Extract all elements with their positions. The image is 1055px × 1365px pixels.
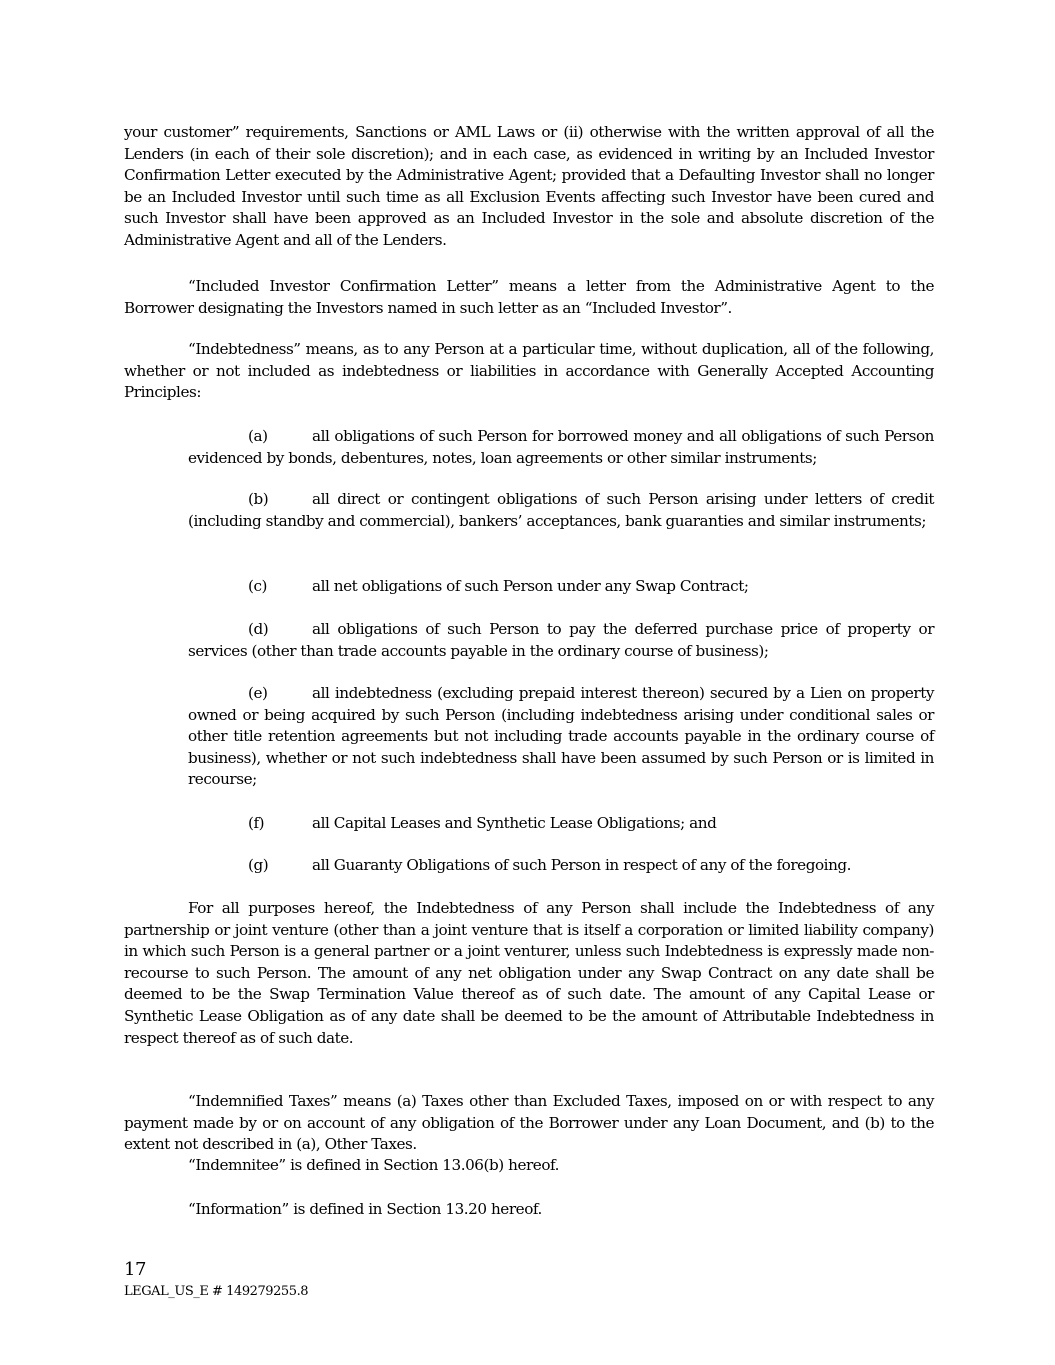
item-text: all Capital Leases and Synthetic Lease Obligations; and [312,814,717,832]
document-id: LEGAL_US_E # 149279255.8 [124,1284,309,1299]
paragraph-information: “Information” is defined in Section 13.20 hereof. [188,1200,542,1218]
list-item [188,426,934,469]
item-label: (g) [248,856,269,874]
paragraph-indebtedness: “Indebtedness” means, as to any Person at a particular time, without duplication, all of the following, whether or not included as indebtedness or liabilities in accordance with Generally Accepted Accounting Principles: [124,340,934,402]
list-item [188,489,934,532]
item-label: (e) [248,684,268,702]
paragraph-indemnified-taxes: “Indemnified Taxes” means (a) Taxes other than Excluded Taxes, imposed on or with respect to any payment made by or on account of any obligation of the Borrower under any Loan Document, and (b) to the extent not described in (a), Other Taxes. [124,1092,934,1154]
paragraph-for-all-purposes: For all purposes hereof, the Indebtedness of any Person shall include the Indebtedness of any partnership or joint venture (other than a joint venture that is itself a corporation or limited liability company) in which such Person is a general partner or a joint venturer, unless such Indebtedness is expressly made non-recourse to such Person. The amount of any net obligation under any Swap Contract on any date shall be deemed to be the Swap Termination Value thereof as of such date. The amount of any Capital Lease or Synthetic Lease Obligation as of any date shall be deemed to be the amount of Attributable Indebtedness in respect thereof as of such date. [124,899,934,1047]
page-number: 17 [124,1259,147,1280]
list-item [188,855,934,877]
list-item [188,619,934,662]
list-item [188,813,934,835]
paragraph-included-investor-cont: your customer” requirements, Sanctions or AML Laws or (ii) otherwise with the written approval of all the Lenders (in each of their sole discretion); and in each case, as evidenced in writing by an Included Investor Confirmation Letter executed by the Administrative Agent; provided that a Defaulting Investor shall no longer be an Included Investor until such time as all Exclusion Events affecting such Investor have been cured and such Investor shall have been approved as an Included Investor in the sole and absolute discretion of the Administrative Agent and all of the Lenders. [124,123,934,249]
list-item [188,576,934,598]
item-text: all indebtedness (excluding prepaid interest thereon) secured by a Lien on property owned or being acquired by such Person (including indebtedness arising under conditional sales or other title retention agreements but not including trade accounts payable in the ordinary course of business), whether or not such indebtedness shall have been assumed by such Person or is limited in recourse; [188,684,934,789]
list-item [188,683,934,791]
item-label: (a) [248,427,268,445]
paragraph-confirmation-letter: “Included Investor Confirmation Letter” means a letter from the Administrative Agent to the Borrower designating the Investors named in such letter as an “Included Investor”. [124,277,934,317]
item-text: all obligations of such Person to pay the deferred purchase price of property or services (other than trade accounts payable in the ordinary course of business); [188,620,934,660]
item-text: all net obligations of such Person under any Swap Contract; [312,577,749,595]
item-label: (c) [248,577,268,595]
item-label: (f) [248,814,265,832]
item-text: all direct or contingent obligations of such Person arising under letters of credit (including standby and commercial), bankers’ acceptances, bank guaranties and similar instruments; [188,490,934,530]
item-text: all obligations of such Person for borrowed money and all obligations of such Person evidenced by bonds, debentures, notes, loan agreements or other similar instruments; [188,427,934,467]
item-label: (d) [248,620,269,638]
item-text: all Guaranty Obligations of such Person in respect of any of the foregoing. [312,856,852,874]
item-label: (b) [248,490,269,508]
paragraph-indemnitee: “Indemnitee” is defined in Section 13.06(b) hereof. [188,1156,560,1174]
